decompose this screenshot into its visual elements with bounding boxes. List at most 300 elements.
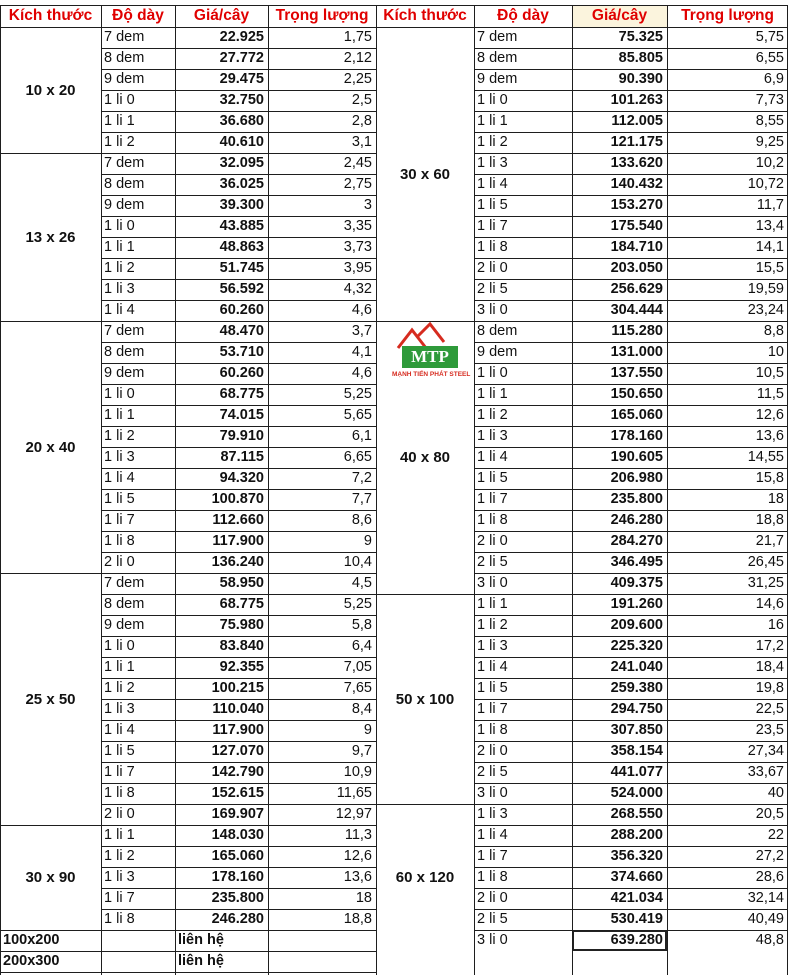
thickness-cell[interactable]: 1 li 2: [104, 134, 135, 150]
price-cell[interactable]: 441.077: [610, 764, 663, 780]
price-cell[interactable]: 288.200: [610, 827, 663, 843]
weight-cell[interactable]: 11,7: [756, 197, 784, 213]
thickness-cell[interactable]: 1 li 1: [104, 827, 135, 843]
weight-cell[interactable]: 10,72: [747, 176, 784, 192]
price-cell[interactable]: 101.263: [610, 92, 663, 108]
price-cell[interactable]: 40.610: [219, 134, 264, 150]
weight-cell[interactable]: 48,8: [755, 932, 784, 948]
price-cell[interactable]: 268.550: [610, 806, 663, 822]
thickness-cell[interactable]: 9 dem: [477, 71, 518, 87]
thickness-cell[interactable]: 1 li 2: [104, 260, 135, 276]
weight-cell[interactable]: 10,4: [343, 554, 372, 570]
price-cell[interactable]: 32.095: [219, 155, 264, 171]
row-line: [0, 930, 376, 931]
weight-cell[interactable]: 6,55: [755, 50, 784, 66]
price-cell[interactable]: 68.775: [219, 596, 264, 612]
thickness-cell[interactable]: 7 dem: [104, 29, 145, 45]
thickness-cell[interactable]: 1 li 8: [477, 239, 508, 255]
thickness-cell[interactable]: 1 li 7: [477, 218, 508, 234]
weight-cell[interactable]: 1,75: [343, 29, 372, 45]
thickness-cell[interactable]: 1 li 2: [104, 428, 135, 444]
price-cell[interactable]: 121.175: [610, 134, 663, 150]
weight-cell[interactable]: 18,4: [755, 659, 784, 675]
thickness-cell[interactable]: 1 li 7: [477, 848, 508, 864]
weight-cell[interactable]: 5,8: [351, 617, 372, 633]
weight-cell[interactable]: 3,35: [343, 218, 372, 234]
thickness-cell[interactable]: 1 li 7: [104, 512, 135, 528]
thickness-cell[interactable]: 1 li 2: [104, 848, 135, 864]
price-cell[interactable]: 356.320: [610, 848, 663, 864]
thickness-cell[interactable]: 1 li 0: [104, 638, 135, 654]
price-cell[interactable]: 48.470: [219, 323, 264, 339]
size-cell[interactable]: 50 x 100: [395, 690, 455, 708]
row-line: [474, 531, 788, 532]
weight-cell[interactable]: 9: [363, 533, 372, 549]
thickness-cell[interactable]: 7 dem: [104, 323, 145, 339]
row-line: [474, 174, 788, 175]
weight-cell[interactable]: 11,65: [336, 785, 372, 801]
price-cell[interactable]: 112.005: [611, 113, 663, 129]
thickness-cell[interactable]: 1 li 1: [477, 596, 508, 612]
thickness-cell[interactable]: 1 li 0: [104, 386, 135, 402]
weight-cell[interactable]: 14,55: [747, 449, 784, 465]
row-line: [474, 237, 788, 238]
weight-cell[interactable]: 7,73: [755, 92, 784, 108]
weight-cell[interactable]: 15,8: [755, 470, 784, 486]
weight-cell[interactable]: 5,25: [343, 386, 372, 402]
thickness-cell[interactable]: 1 li 2: [477, 134, 508, 150]
weight-cell[interactable]: 23,24: [747, 302, 784, 318]
weight-cell[interactable]: 19,59: [747, 281, 784, 297]
price-cell[interactable]: 175.540: [610, 218, 663, 234]
weight-cell[interactable]: 15,5: [755, 260, 784, 276]
thickness-cell[interactable]: 1 li 8: [104, 785, 135, 801]
thickness-cell[interactable]: 1 li 0: [104, 92, 135, 108]
weight-cell[interactable]: 8,4: [351, 701, 372, 717]
group-line: [0, 573, 101, 574]
weight-cell[interactable]: 22,5: [755, 701, 784, 717]
price-cell[interactable]: 235.800: [211, 890, 264, 906]
price-cell[interactable]: 100.215: [211, 680, 264, 696]
size-cell[interactable]: 30 x 90: [25, 869, 76, 886]
price-cell[interactable]: 117.900: [212, 533, 264, 549]
row-line: [474, 279, 788, 280]
weight-cell[interactable]: 12,6: [343, 848, 372, 864]
weight-cell[interactable]: 7,05: [343, 659, 372, 675]
thickness-cell[interactable]: 1 li 4: [104, 470, 135, 486]
thickness-cell[interactable]: 2 li 0: [477, 260, 508, 276]
weight-cell[interactable]: 3,1: [351, 134, 372, 150]
size-cell[interactable]: 30 x 60: [399, 165, 451, 183]
thickness-cell[interactable]: 1 li 0: [477, 92, 508, 108]
thickness-cell[interactable]: 1 li 5: [104, 743, 135, 759]
row-line: [101, 321, 376, 322]
thickness-cell[interactable]: 9 dem: [104, 617, 145, 633]
footer-price-cell[interactable]: liên hệ: [178, 953, 224, 969]
thickness-cell[interactable]: 3 li 0: [477, 785, 508, 801]
size-cell[interactable]: 13 x 26: [25, 228, 76, 246]
thickness-cell[interactable]: 1 li 1: [477, 386, 508, 402]
thickness-cell[interactable]: 1 li 3: [104, 449, 135, 465]
weight-cell[interactable]: 18: [767, 491, 784, 507]
thickness-cell[interactable]: 1 li 4: [477, 449, 508, 465]
price-cell[interactable]: 235.800: [610, 491, 663, 507]
weight-cell[interactable]: 14,6: [755, 596, 784, 612]
size-cell[interactable]: 10 x 20: [25, 81, 76, 99]
price-cell[interactable]: 409.375: [610, 575, 663, 591]
thickness-cell[interactable]: 7 dem: [477, 29, 518, 45]
thickness-cell[interactable]: 1 li 2: [477, 407, 508, 423]
weight-cell[interactable]: 40: [767, 785, 784, 801]
thickness-cell[interactable]: 1 li 2: [477, 617, 508, 633]
price-cell[interactable]: 94.320: [219, 470, 264, 486]
thickness-cell[interactable]: 2 li 5: [477, 911, 508, 927]
price-cell[interactable]: 148.030: [211, 827, 264, 843]
row-line: [474, 594, 788, 595]
price-cell[interactable]: 36.025: [219, 176, 264, 192]
price-cell[interactable]: 165.060: [211, 848, 264, 864]
price-cell[interactable]: 60.260: [219, 365, 264, 381]
weight-cell[interactable]: 5,65: [343, 407, 372, 423]
price-cell[interactable]: 140.432: [610, 176, 663, 192]
price-cell[interactable]: 184.710: [610, 239, 663, 255]
price-cell[interactable]: 27.772: [219, 50, 264, 66]
price-cell[interactable]: 83.840: [219, 638, 264, 654]
thickness-cell[interactable]: 1 li 5: [477, 680, 508, 696]
thickness-cell[interactable]: 1 li 8: [477, 722, 508, 738]
thickness-cell[interactable]: 1 li 1: [477, 113, 508, 129]
weight-cell[interactable]: 26,45: [747, 554, 784, 570]
thickness-cell[interactable]: 1 li 7: [477, 491, 508, 507]
price-cell[interactable]: 51.745: [219, 260, 264, 276]
weight-cell[interactable]: 16: [767, 617, 784, 633]
weight-cell[interactable]: 18,8: [343, 911, 372, 927]
weight-cell[interactable]: 7,2: [351, 470, 372, 486]
thickness-cell[interactable]: 1 li 1: [104, 659, 135, 675]
footer-size-cell[interactable]: 200x300: [3, 953, 60, 969]
group-line: [0, 825, 101, 826]
price-cell[interactable]: 115.280: [611, 323, 663, 339]
thickness-cell[interactable]: 1 li 7: [477, 701, 508, 717]
weight-cell[interactable]: 4,32: [343, 281, 372, 297]
weight-cell[interactable]: 8,55: [755, 113, 784, 129]
weight-cell[interactable]: 18,8: [755, 512, 784, 528]
weight-cell[interactable]: 11,3: [344, 827, 372, 843]
thickness-cell[interactable]: 8 dem: [104, 176, 145, 192]
weight-cell[interactable]: 14,1: [755, 239, 784, 255]
thickness-cell[interactable]: 2 li 0: [104, 554, 135, 570]
price-cell[interactable]: 203.050: [610, 260, 663, 276]
weight-cell[interactable]: 27,2: [755, 848, 784, 864]
thickness-cell[interactable]: 8 dem: [104, 596, 145, 612]
weight-cell[interactable]: 2,75: [343, 176, 372, 192]
price-cell[interactable]: 530.419: [610, 911, 663, 927]
weight-cell[interactable]: 2,5: [351, 92, 372, 108]
weight-cell[interactable]: 3: [363, 197, 372, 213]
row-line: [101, 867, 376, 868]
weight-cell[interactable]: 2,8: [351, 113, 372, 129]
weight-cell[interactable]: 3,7: [351, 323, 372, 339]
thickness-cell[interactable]: 1 li 3: [104, 281, 135, 297]
thickness-cell[interactable]: 7 dem: [104, 575, 145, 591]
weight-cell[interactable]: 13,6: [343, 869, 372, 885]
price-cell[interactable]: 165.060: [610, 407, 663, 423]
weight-cell[interactable]: 10,2: [755, 155, 784, 171]
price-cell[interactable]: 58.950: [219, 575, 264, 591]
thickness-cell[interactable]: 2 li 5: [477, 554, 508, 570]
price-cell[interactable]: 90.390: [618, 71, 663, 87]
price-cell[interactable]: 304.444: [610, 302, 663, 318]
thickness-cell[interactable]: 8 dem: [477, 323, 518, 339]
price-cell[interactable]: 48.863: [219, 239, 264, 255]
price-cell[interactable]: 421.034: [610, 890, 663, 906]
weight-cell[interactable]: 8,6: [351, 512, 372, 528]
weight-cell[interactable]: 19,8: [755, 680, 784, 696]
price-cell[interactable]: 56.592: [219, 281, 264, 297]
price-cell[interactable]: 36.680: [219, 113, 264, 129]
weight-cell[interactable]: 21,7: [755, 533, 784, 549]
thickness-cell[interactable]: 2 li 0: [104, 806, 135, 822]
price-cell[interactable]: 43.885: [219, 218, 264, 234]
row-line: [474, 489, 788, 490]
weight-cell[interactable]: 10: [767, 344, 784, 360]
thickness-cell[interactable]: 2 li 0: [477, 890, 508, 906]
weight-cell[interactable]: 7,65: [343, 680, 372, 696]
thickness-cell[interactable]: 8 dem: [104, 344, 145, 360]
row-line: [474, 342, 788, 343]
weight-cell[interactable]: 32,14: [747, 890, 784, 906]
thickness-cell[interactable]: 1 li 8: [104, 911, 135, 927]
row-line: [474, 636, 788, 637]
price-cell[interactable]: 152.615: [211, 785, 264, 801]
price-cell[interactable]: 209.600: [610, 617, 663, 633]
price-cell[interactable]: 246.280: [610, 512, 663, 528]
price-cell[interactable]: 133.620: [610, 155, 663, 171]
thickness-cell[interactable]: 1 li 8: [104, 533, 135, 549]
weight-cell[interactable]: 23,5: [755, 722, 784, 738]
row-line: [101, 258, 376, 259]
footer-price-cell[interactable]: liên hệ: [178, 932, 224, 948]
footer-size-cell[interactable]: 100x200: [3, 932, 60, 948]
thickness-cell[interactable]: 1 li 8: [477, 512, 508, 528]
size-cell[interactable]: 25 x 50: [25, 690, 76, 708]
thickness-cell[interactable]: 3 li 0: [477, 302, 508, 318]
price-cell[interactable]: 29.475: [219, 71, 264, 87]
price-cell[interactable]: 79.910: [219, 428, 264, 444]
thickness-cell[interactable]: 1 li 3: [477, 155, 508, 171]
thickness-cell[interactable]: 1 li 3: [104, 701, 135, 717]
thickness-cell[interactable]: 1 li 1: [104, 113, 135, 129]
weight-cell[interactable]: 18: [355, 890, 372, 906]
thickness-cell[interactable]: 1 li 5: [477, 197, 508, 213]
price-cell[interactable]: 60.260: [219, 302, 264, 318]
price-cell[interactable]: 374.660: [610, 869, 663, 885]
row-line: [101, 552, 376, 553]
price-cell[interactable]: 142.790: [211, 764, 264, 780]
price-cell[interactable]: 153.270: [610, 197, 663, 213]
price-cell[interactable]: 112.660: [212, 512, 264, 528]
thickness-cell[interactable]: 1 li 8: [477, 869, 508, 885]
price-cell[interactable]: 284.270: [610, 533, 663, 549]
weight-cell[interactable]: 12,97: [335, 806, 372, 822]
thickness-cell[interactable]: 1 li 2: [104, 680, 135, 696]
thickness-cell[interactable]: 1 li 5: [477, 470, 508, 486]
price-cell[interactable]: 241.040: [610, 659, 663, 675]
price-cell[interactable]: 136.240: [211, 554, 264, 570]
row-line: [101, 384, 376, 385]
thickness-cell[interactable]: 1 li 3: [477, 806, 508, 822]
price-cell[interactable]: 92.355: [219, 659, 264, 675]
price-cell[interactable]: 191.260: [610, 596, 663, 612]
thickness-cell[interactable]: 1 li 4: [477, 176, 508, 192]
price-cell[interactable]: 294.750: [610, 701, 663, 717]
weight-cell[interactable]: 10,9: [343, 764, 372, 780]
thickness-cell[interactable]: 1 li 7: [104, 764, 135, 780]
thickness-cell[interactable]: 2 li 0: [477, 743, 508, 759]
weight-cell[interactable]: 40,49: [747, 911, 784, 927]
row-line: [474, 909, 788, 910]
size-cell[interactable]: 40 x 80: [399, 449, 451, 466]
weight-cell[interactable]: 13,6: [755, 428, 784, 444]
weight-cell[interactable]: 33,67: [747, 764, 784, 780]
price-cell[interactable]: 100.870: [211, 491, 264, 507]
thickness-cell[interactable]: 8 dem: [104, 50, 145, 66]
thickness-cell[interactable]: 1 li 1: [104, 239, 135, 255]
weight-cell[interactable]: 28,6: [755, 869, 784, 885]
thickness-cell[interactable]: 1 li 4: [477, 827, 508, 843]
row-line: [474, 888, 788, 889]
weight-cell[interactable]: 2,12: [343, 50, 372, 66]
weight-cell[interactable]: 4,1: [351, 344, 372, 360]
weight-cell[interactable]: 27,34: [747, 743, 784, 759]
price-cell[interactable]: 85.805: [618, 50, 663, 66]
weight-cell[interactable]: 6,4: [351, 638, 372, 654]
weight-cell[interactable]: 5,25: [343, 596, 372, 612]
price-cell[interactable]: 137.550: [610, 365, 663, 381]
thickness-cell[interactable]: 9 dem: [104, 71, 145, 87]
thickness-cell[interactable]: 1 li 4: [104, 722, 135, 738]
thickness-cell[interactable]: 1 li 0: [477, 365, 508, 381]
weight-cell[interactable]: 12,6: [755, 407, 784, 423]
row-line: [101, 90, 376, 91]
thickness-cell[interactable]: 9 dem: [104, 197, 145, 213]
weight-cell[interactable]: 4,5: [351, 575, 372, 591]
thickness-cell[interactable]: 8 dem: [477, 50, 518, 66]
weight-cell[interactable]: 13,4: [755, 218, 784, 234]
price-cell[interactable]: 358.154: [610, 743, 663, 759]
price-cell[interactable]: 117.900: [212, 722, 264, 738]
price-cell[interactable]: 346.495: [610, 554, 663, 570]
price-cell[interactable]: 178.160: [211, 869, 264, 885]
weight-cell[interactable]: 20,5: [755, 806, 784, 822]
thickness-cell[interactable]: 9 dem: [477, 344, 518, 360]
price-cell[interactable]: 75.325: [618, 29, 663, 45]
thickness-cell[interactable]: 7 dem: [104, 155, 145, 171]
weight-cell[interactable]: 5,75: [755, 29, 784, 45]
weight-cell[interactable]: 10,5: [755, 365, 784, 381]
thickness-cell[interactable]: 2 li 5: [477, 764, 508, 780]
thickness-cell[interactable]: 3 li 0: [477, 575, 508, 591]
price-cell[interactable]: 639.280: [572, 930, 667, 951]
row-line: [474, 447, 788, 448]
row-line: [101, 678, 376, 679]
column-line: [572, 5, 573, 975]
thickness-cell[interactable]: 1 li 4: [477, 659, 508, 675]
thickness-cell[interactable]: 1 li 0: [104, 218, 135, 234]
weight-cell[interactable]: 6,9: [763, 71, 784, 87]
row-line: [474, 573, 788, 574]
price-cell[interactable]: 131.000: [610, 344, 663, 360]
row-line: [101, 216, 376, 217]
weight-cell[interactable]: 11,5: [756, 386, 784, 402]
thickness-cell[interactable]: 1 li 3: [104, 869, 135, 885]
row-line: [101, 300, 376, 301]
price-cell[interactable]: 190.605: [610, 449, 663, 465]
price-cell[interactable]: 307.850: [610, 722, 663, 738]
thickness-cell[interactable]: 1 li 7: [104, 890, 135, 906]
weight-cell[interactable]: 3,73: [343, 239, 372, 255]
thickness-cell[interactable]: 1 li 1: [104, 407, 135, 423]
thickness-cell[interactable]: 2 li 5: [477, 281, 508, 297]
price-cell[interactable]: 150.650: [610, 386, 663, 402]
weight-cell[interactable]: 22: [767, 827, 784, 843]
price-cell[interactable]: 524.000: [610, 785, 663, 801]
price-cell[interactable]: 22.925: [219, 29, 264, 45]
price-cell[interactable]: 53.710: [219, 344, 264, 360]
price-cell[interactable]: 110.040: [212, 701, 264, 717]
price-cell[interactable]: 74.015: [219, 407, 264, 423]
weight-cell[interactable]: 2,45: [343, 155, 372, 171]
thickness-cell[interactable]: 9 dem: [104, 365, 145, 381]
weight-cell[interactable]: 7,7: [351, 491, 372, 507]
price-cell[interactable]: 246.280: [211, 911, 264, 927]
weight-cell[interactable]: 6,1: [351, 428, 372, 444]
price-cell[interactable]: 39.300: [219, 197, 264, 213]
thickness-cell[interactable]: 1 li 4: [104, 302, 135, 318]
thickness-cell[interactable]: 1 li 5: [104, 491, 135, 507]
weight-cell[interactable]: 17,2: [755, 638, 784, 654]
thickness-cell[interactable]: 3 li 0: [477, 932, 508, 948]
weight-cell[interactable]: 2,25: [343, 71, 372, 87]
thickness-cell[interactable]: 2 li 0: [477, 533, 508, 549]
price-cell[interactable]: 32.750: [219, 92, 264, 108]
price-cell[interactable]: 127.070: [211, 743, 264, 759]
price-cell[interactable]: 68.775: [219, 386, 264, 402]
weight-cell[interactable]: 31,25: [747, 575, 784, 591]
row-line: [101, 132, 376, 133]
thickness-cell[interactable]: 1 li 3: [477, 638, 508, 654]
weight-cell[interactable]: 9,7: [351, 743, 372, 759]
price-cell[interactable]: 259.380: [610, 680, 663, 696]
price-cell[interactable]: 206.980: [610, 470, 663, 486]
size-cell[interactable]: 20 x 40: [25, 438, 76, 456]
price-cell[interactable]: 87.115: [220, 449, 264, 465]
weight-cell[interactable]: 4,6: [351, 365, 372, 381]
thickness-cell[interactable]: 1 li 3: [477, 428, 508, 444]
weight-cell[interactable]: 9,25: [755, 134, 784, 150]
weight-cell[interactable]: 8,8: [763, 323, 784, 339]
weight-cell[interactable]: 3,95: [343, 260, 372, 276]
price-cell[interactable]: 256.629: [610, 281, 663, 297]
price-cell[interactable]: 178.160: [610, 428, 663, 444]
size-cell[interactable]: 60 x 120: [395, 869, 455, 886]
weight-cell[interactable]: 6,65: [343, 449, 372, 465]
price-cell[interactable]: 169.907: [211, 806, 264, 822]
weight-cell[interactable]: 9: [363, 722, 372, 738]
price-cell[interactable]: 225.320: [610, 638, 663, 654]
price-cell[interactable]: 75.980: [219, 617, 264, 633]
weight-cell[interactable]: 4,6: [351, 302, 372, 318]
